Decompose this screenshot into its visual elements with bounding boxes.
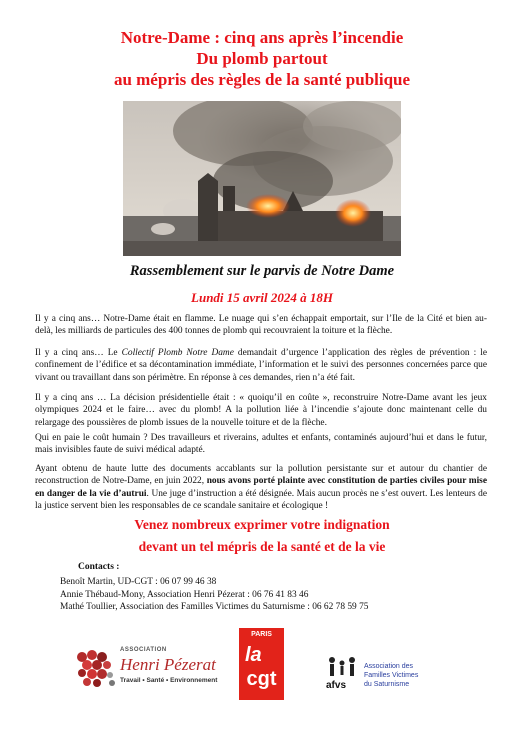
paragraph-1: Il y a cinq ans… Notre-Dame était en flamme. Le nuage qui s’en échappait emportait, sur l’Ile de la Cité et bien au-delà, les milliards de particules des 400 tonnes de plomb qui recouvraient la toiture et la flèche. xyxy=(35,314,487,337)
paragraph-3: Il y a cinq ans … La décision présidentielle était : « quoiqu’il en coûte », reconstruire Notre-Dame avant les jeux olympiques 2024 et le faire… avec du plomb! A la pollution liée à l’incendie s’ajoute donc maintenant celle du relargage des poussières de plomb issues de la nouvelle toiture et de la flèche. xyxy=(35,393,487,428)
paragraph-4: Qui en paie le coût humain ? Des travailleurs et riverains, adultes et enfants, contaminés aujourd’hui et dans le futur, mais invisibles faute de suivi médical adapté. xyxy=(35,433,487,456)
headline-line-3: au mépris des règles de la santé publique xyxy=(113,70,411,89)
event-subtitle: Rassemblement sur le parvis de Notre Dame xyxy=(129,263,395,279)
call-to-action-line-2: devant un tel mépris de la santé et de la vie xyxy=(138,539,386,554)
headline-line-1: Notre-Dame : cinq ans après l’incendie xyxy=(120,28,404,47)
call-to-action-line-1: Venez nombreux exprimer votre indignation xyxy=(134,517,390,532)
contact-item: Annie Thébaud-Mony, Association Henri Pézerat : 06 76 41 83 46 xyxy=(60,590,309,600)
grape-cluster-icon xyxy=(72,647,118,693)
notre-dame-fire-photo xyxy=(123,101,401,256)
contact-item: Benoît Martin, UD-CGT : 06 07 99 46 38 xyxy=(60,577,217,587)
contacts-title: Contacts : xyxy=(78,562,120,572)
contact-item: Mathé Toullier, Association des Familles Victimes du Saturnisme : 06 62 78 59 75 xyxy=(60,602,369,612)
headline-line-2: Du plomb partout xyxy=(196,49,328,68)
event-date: Lundi 15 avril 2024 à 18H xyxy=(191,290,333,305)
family-figures-icon xyxy=(322,652,362,682)
paragraph-2: Il y a cinq ans… Le Collectif Plomb Notre Dame demandait d’urgence l’application des règles de prévention : le confinement de l’édifice et sa décontamination immédiate, l’information et le suivi des personnes concernées parce que vivant ou travaillant dans son périmètre. En réponse à ces demandes, rien n’a été fait. xyxy=(35,348,487,383)
henri-pezerat-logo: ASSOCIATION Henri Pézerat Travail • Santé • Environnement xyxy=(72,643,212,693)
afvs-logo: afvs Association des Familles Victimes du Saturnisme xyxy=(322,652,462,697)
paragraph-5: Ayant obtenu de haute lutte des documents accablants sur la pollution persistante sur et autour du chantier de reconstruction de Notre-Dame, en juin 2022, nous avons porté plainte avec constitution de parties civiles pour mise en danger de la vie d’autrui. Une juge d’instruction a été désignée. Mais aucun procès ne s’est ouvert. Les lenteurs de la justice servent bien les responsables de ce scandale sanitaire et écologique ! xyxy=(35,464,488,512)
cgt-paris-logo: PARIS la cgt xyxy=(239,628,284,700)
